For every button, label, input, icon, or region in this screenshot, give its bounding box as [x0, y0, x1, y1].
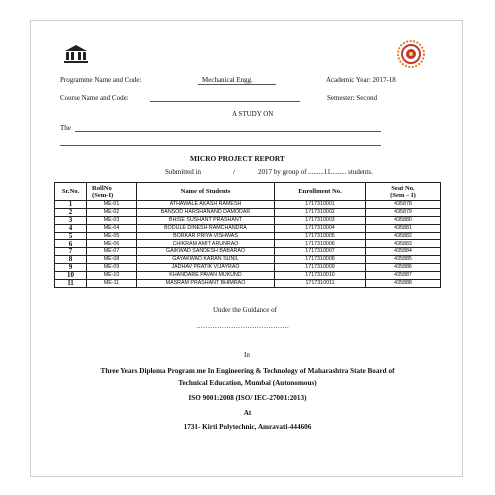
table-row	[55, 201, 441, 209]
academic-year: Academic Year: 2017-18	[326, 76, 396, 84]
cell-sr: 2	[55, 208, 87, 216]
institute-name: 1731- Kirti Polytechnic, Amravati-444606	[183, 423, 312, 431]
title-underline-1	[75, 131, 381, 132]
cell-enrollment: 1717310011	[275, 279, 366, 287]
cell-enrollment: 1717310005	[275, 232, 366, 240]
cell-enrollment: 1717310010	[275, 272, 366, 280]
cell-sr: 8	[55, 256, 87, 264]
table-row	[55, 279, 441, 287]
cell-seat: 435879	[366, 208, 441, 216]
course-label: Course Name and Code:	[60, 94, 129, 102]
cell-name: KHANDARE PAVAN MUKUND	[137, 272, 275, 280]
report-title: MICRO PROJECT REPORT	[190, 154, 285, 163]
cell-seat: 435886	[366, 264, 441, 272]
cell-sr: 6	[55, 240, 87, 248]
cell-seat: 435881	[366, 224, 441, 232]
cell-enrollment: 1717310001	[275, 201, 366, 209]
cell-roll: ME-05	[87, 232, 137, 240]
programme-value: Mechanical Engg.	[202, 76, 253, 84]
programme-underline	[198, 84, 276, 85]
cell-name: BODULE DINESH RAMCHANDRA	[137, 224, 275, 232]
cell-sr: 7	[55, 248, 87, 256]
institute-seal-icon	[397, 40, 425, 68]
cell-seat: 435884	[366, 248, 441, 256]
cell-enrollment: 1717310006	[275, 240, 366, 248]
cell-roll: ME-08	[87, 256, 137, 264]
students-table	[54, 182, 441, 288]
cell-enrollment: 1717310009	[275, 264, 366, 272]
cell-sr: 1	[55, 201, 87, 209]
cell-name: CHIKRAM AMIT ARUNRAO	[137, 240, 275, 248]
cell-seat: 435883	[366, 240, 441, 248]
header-roll: RollNo (Sem-I)	[87, 183, 137, 201]
cell-name: JADHAV PRATIK VIJAYRAO	[137, 264, 275, 272]
cell-sr: 4	[55, 224, 87, 232]
cell-enrollment: 1717310004	[275, 224, 366, 232]
cell-sr: 9	[55, 264, 87, 272]
cell-seat: 435887	[366, 272, 441, 280]
cell-roll: ME-07	[87, 248, 137, 256]
title-underline-2	[60, 145, 381, 146]
programme-label: Programme Name and Code:	[60, 76, 142, 84]
semester: Semester: Second	[327, 94, 377, 102]
table-row	[55, 216, 441, 224]
cell-seat: 435878	[366, 201, 441, 209]
cell-name: BHISE SUSHANT PRASHANT	[137, 216, 275, 224]
cell-sr: 5	[55, 232, 87, 240]
cell-name: MASRAM PRASHANT BHIMRAO	[137, 279, 275, 287]
cell-roll: ME-04	[87, 224, 137, 232]
cell-name: GAYAKWAD KARAN SUNIL	[137, 256, 275, 264]
table-row	[55, 232, 441, 240]
cell-roll: ME-11	[87, 279, 137, 287]
diploma-line-2: Technical Education, Mumbai (Autonomous)	[178, 379, 317, 387]
cell-seat: 435888	[366, 279, 441, 287]
table-row	[55, 264, 441, 272]
year-group: 2017 by group of .........11......... students.	[258, 168, 373, 176]
cell-roll: ME-02	[87, 208, 137, 216]
cell-enrollment: 1717310002	[275, 208, 366, 216]
the-label: The	[60, 124, 71, 132]
header-seat: Seat No. (Sem – I)	[366, 183, 441, 201]
guide-name-dots: ………………………………….	[196, 322, 289, 330]
table-row	[55, 256, 441, 264]
cell-name: BORKAR PRIYA VISHWAS	[137, 232, 275, 240]
table-row	[55, 224, 441, 232]
header-sr: Sr.No.	[55, 183, 87, 201]
cell-enrollment: 1717310007	[275, 248, 366, 256]
table-row	[55, 272, 441, 280]
cell-roll: ME-06	[87, 240, 137, 248]
cell-sr: 3	[55, 216, 87, 224]
table-header-row	[55, 183, 441, 201]
cell-seat: 435880	[366, 216, 441, 224]
cell-name: BANSOD HARSHANAND DAMODAR	[137, 208, 275, 216]
submitted-slash: /	[233, 168, 235, 176]
study-on: A STUDY ON	[232, 110, 274, 118]
cell-sr: 10	[55, 272, 87, 280]
table-row	[55, 208, 441, 216]
table-row	[55, 248, 441, 256]
cell-name: GAIKWAD SANDESH BABARAO	[137, 248, 275, 256]
cell-name: ATHAWALE AKASH RAMESH	[137, 201, 275, 209]
header-name: Name of Students	[137, 183, 275, 201]
in-label: In	[244, 351, 250, 359]
table-row	[55, 240, 441, 248]
iso-line: ISO 9001:2008 (ISO/ IEC-27001:2013)	[188, 394, 307, 402]
board-logo-icon	[63, 44, 89, 64]
cell-roll: ME-10	[87, 272, 137, 280]
cell-roll: ME-01	[87, 201, 137, 209]
cell-enrollment: 1717310008	[275, 256, 366, 264]
cell-seat: 435885	[366, 256, 441, 264]
cell-roll: ME-09	[87, 264, 137, 272]
cell-enrollment: 1717310003	[275, 216, 366, 224]
cell-roll: ME-03	[87, 216, 137, 224]
submitted-in: Submitted in	[165, 168, 201, 176]
at-label: At	[243, 409, 252, 417]
cell-seat: 435882	[366, 232, 441, 240]
guidance-label: Under the Guidance of	[213, 306, 277, 314]
header-enrollment: Enrollment No.	[275, 183, 366, 201]
diploma-line-1: Three Years Diploma Program me In Engineering & Technology of Maharashtra State Board of	[100, 367, 395, 375]
course-underline	[150, 101, 300, 102]
cell-sr: 11	[55, 279, 87, 287]
